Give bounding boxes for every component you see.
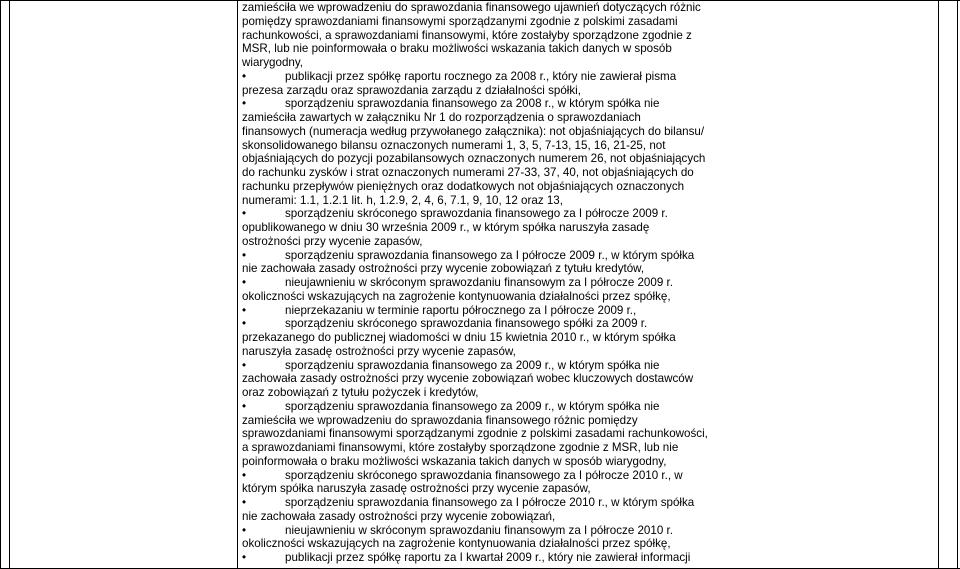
bullet-icon: • (242, 496, 247, 509)
text-line: rachunkowości, a sprawozdaniami finansowymi, które zostałyby sporządzone zgodnie z (242, 28, 692, 42)
bullet-text: sporządzeniu sprawozdania finansowego za 2008 r., w którym spółka nie (285, 97, 660, 111)
text-line: prezesa zarządu oraz sprawozdania zarządu z działalności spółki, (242, 83, 581, 97)
text-line: opublikowanego w dniu 30 września 2009 r., w którym spółka naruszyła zasadę (242, 221, 650, 234)
bullet-text: sporządzeniu skróconego sprawozdania finansowego za I półrocze 2010 r., w (285, 468, 683, 482)
bullet-icon: • (242, 303, 247, 317)
text-line: przekazanego do publicznej wiadomości w dniu 15 kwietnia 2010 r., w którym spółka (242, 331, 676, 344)
text-line: nie zachowała zasady ostrożności przy wycenie zobowiązań, (242, 509, 556, 523)
text-line: rachunku przepływów pieniężnych oraz dodatkowych not objaśniających oznaczonych (242, 179, 685, 193)
table-right-border (957, 0, 958, 569)
text-line: do rachunku zysków i strat oznaczonych numerami 27-33, 37, 40, not objaśniających do (242, 166, 694, 179)
bullet-text: sporządzeniu skróconego sprawozdania finansowego spółki za 2009 r. (285, 317, 648, 331)
text-line: numerami: 1.1, 1.2.1 lit. h, 1.2.9, 2, 4, 6, 7.1, 9, 10, 12 oraz 13, (242, 193, 563, 207)
bullet-text: publikacji przez spółkę raportu rocznego za 2008 r., który nie zawierał pisma (285, 69, 677, 83)
text-line: zamieściła zawartych w załączniku Nr 1 do rozporządzenia o sprawozdaniach (242, 111, 641, 124)
text-line: a sprawozdaniami finansowymi, które zostałyby sporządzone zgodnie z MSR, lub nie (242, 441, 679, 454)
bullet-text: nieujawnieniu w skróconym sprawozdaniu finansowym za I półrocze 2010 r. (285, 523, 673, 537)
bullet-icon: • (242, 358, 247, 372)
text-line: poinformowała o braku możliwości wskazania takich danych w sposób wiarygodny, (242, 454, 667, 468)
text-line: którym spółka naruszyła zasadę ostrożności przy wycenie zapasów, (242, 482, 591, 496)
text-line: okoliczności wskazujących na zagrożenie kontynuowania działalności przez spółkę, (242, 537, 671, 551)
bullet-icon: • (242, 248, 247, 262)
text-line: wiarygodny, (242, 56, 304, 69)
bullet-icon: • (242, 551, 247, 564)
bullet-icon: • (242, 97, 247, 111)
text-line: skonsolidowanego bilansu oznaczonych numerami 1, 3, 5, 7-13, 15, 16, 21-25, not (242, 138, 666, 152)
column-divider-1 (9, 0, 10, 569)
column-divider-3 (938, 0, 939, 569)
bullet-icon: • (242, 317, 247, 331)
bullet-text: sporządzeniu sprawozdania finansowego za I półrocze 2010 r., w którym spółka (285, 496, 695, 509)
text-line: zamieściła we wprowadzeniu do sprawozdania finansowego różnic pomiędzy (242, 413, 638, 427)
bullet-icon: • (242, 523, 247, 537)
bullet-icon: • (242, 276, 247, 289)
bullet-text: publikacji przez spółkę raportu za I kwartał 2009 r., który nie zawierał informacji (285, 551, 691, 564)
bullet-text: nieujawnieniu w skróconym sprawozdaniu finansowym za I półrocze 2009 r. (285, 276, 673, 289)
text-line: okoliczności wskazujących na zagrożenie kontynuowania działalności przez spółkę, (242, 289, 671, 303)
table-left-border (0, 0, 1, 569)
bullet-text: nieprzekazaniu w terminie raportu półrocznego za I półrocze 2009 r., (285, 303, 637, 317)
table-text-cell (242, 1, 932, 568)
column-divider-2 (237, 0, 238, 569)
text-line: naruszyła zasadę ostrożności przy wycenie zapasów, (242, 344, 516, 358)
text-line: objaśniających do pozycji pozabilansowych oznaczonych numerem 26, not objaśniających (242, 152, 706, 166)
bullet-text: sporządzeniu skróconego sprawozdania finansowego za I półrocze 2009 r. (285, 207, 668, 221)
text-line: MSR, lub nie poinformowała o braku możliwości wskazania takich danych w sposób (242, 42, 672, 56)
text-line: sprawozdaniami finansowymi sporządzanymi zgodnie z polskimi zasadami rachunkowości, (242, 427, 708, 441)
text-line: zachowała zasady ostrożności przy wycenie zobowiązań wobec kluczowych dostawców (242, 372, 694, 386)
text-line: oraz zobowiązań z tytułu pożyczek i kredytów, (242, 386, 479, 399)
text-line: nie zachowała zasady ostrożności przy wycenie zobowiązań z tytułu kredytów, (242, 262, 645, 276)
text-line: finansowych (numeracja według przywołanego załącznika): not objaśniających do bilansu/ (242, 124, 705, 138)
text-line: pomiędzy sprawozdaniami finansowymi sporządzanymi zgodnie z polskimi zasadami (242, 14, 678, 28)
bullet-icon: • (242, 399, 247, 413)
bullet-text: sporządzeniu sprawozdania finansowego za 2009 r., w którym spółka nie (285, 399, 660, 413)
bullet-icon: • (242, 207, 247, 221)
bullet-icon: • (242, 468, 247, 482)
text-line: zamieściła we wprowadzeniu do sprawozdania finansowego ujawnień dotyczących różnic (242, 1, 701, 14)
bullet-text: sporządzeniu sprawozdania finansowego za 2009 r., w którym spółka nie (285, 358, 660, 372)
bullet-icon: • (242, 69, 247, 83)
bullet-text: sporządzeniu sprawozdania finansowego za I półrocze 2009 r., w którym spółka (285, 248, 695, 262)
text-line: ostrożności przy wycenie zapasów, (242, 234, 423, 248)
